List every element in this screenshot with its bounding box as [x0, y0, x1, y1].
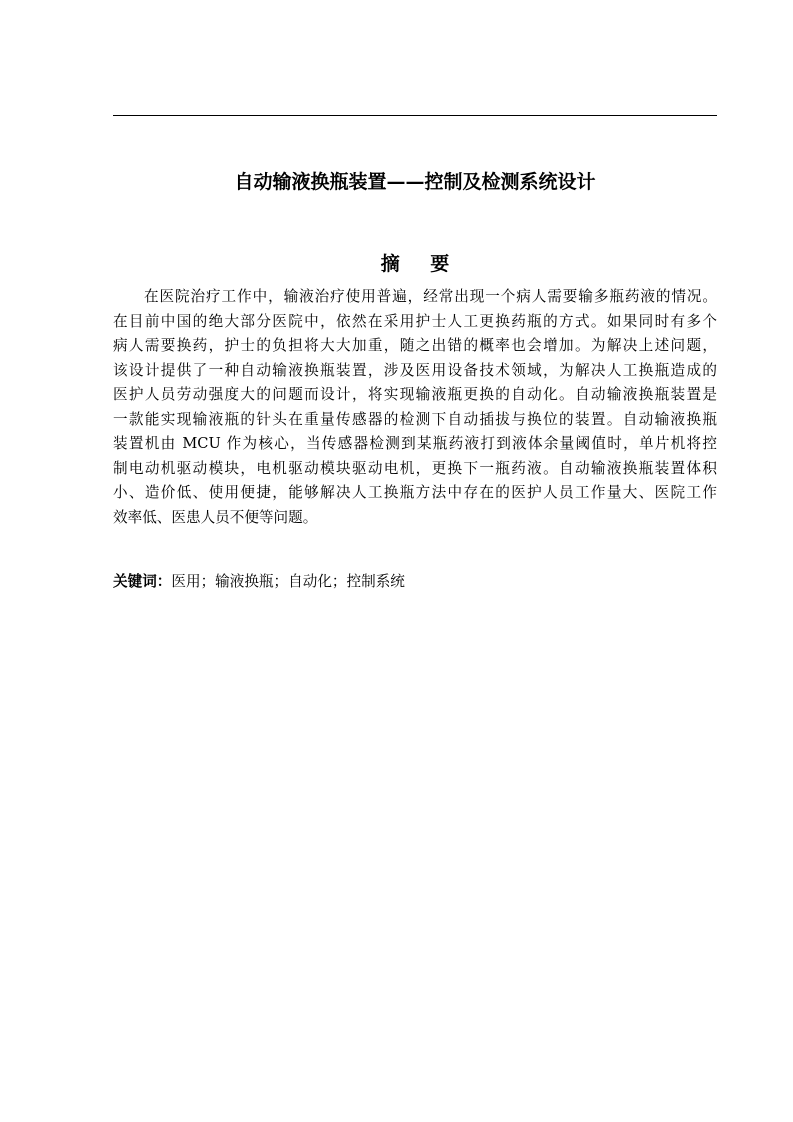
keywords-text: 医用；输液换瓶；自动化；控制系统	[171, 573, 405, 590]
abstract-line: 该设计提供了一种自动输液换瓶装置，涉及医用设备技术领域，为解决人工换瓶造成的	[113, 361, 717, 379]
abstract-line: 病人需要换药，护士的负担将大大加重，随之出错的概率也会增加。为解决上述问题，	[113, 337, 717, 354]
abstract-line: 在医院治疗工作中，输液治疗使用普遍，经常出现一个病人需要输多瓶药液的情况。	[144, 288, 717, 305]
abstract-line: 一款能实现输液瓶的针头在重量传感器的检测下自动插拔与换位的装置。自动输液换瓶	[113, 410, 717, 428]
abstract-line: 制电动机驱动模块，电机驱动模块驱动电机，更换下一瓶药液。自动输液换瓶装置体积	[113, 459, 717, 477]
keywords	[113, 570, 717, 594]
abstract-line: 效率低、医患人员不便等问题。	[113, 508, 318, 526]
paper-title: 自动输液换瓶装置——控制及检测系统设计	[234, 171, 596, 193]
abstract-line: 小、造价低、使用便捷，能够解决人工换瓶方法中存在的医护人员工作量大、医院工作	[113, 484, 717, 501]
abstract-body	[113, 285, 717, 530]
abstract-heading: 摘 要	[380, 253, 462, 275]
abstract-line: 在目前中国的绝大部分医院中，依然在采用护士人工更换药瓶的方式。如果同时有多个	[113, 312, 717, 330]
keywords-label: 关键词：	[113, 573, 172, 590]
header-rule	[113, 115, 717, 116]
abstract-line: 装置机由 MCU 作为核心，当传感器检测到某瓶药液打到液体余量阈值时，单片机将控	[113, 435, 717, 452]
abstract-line: 医护人员劳动强度大的问题而设计，将实现输液瓶更换的自动化。自动输液换瓶装置是	[113, 386, 717, 403]
